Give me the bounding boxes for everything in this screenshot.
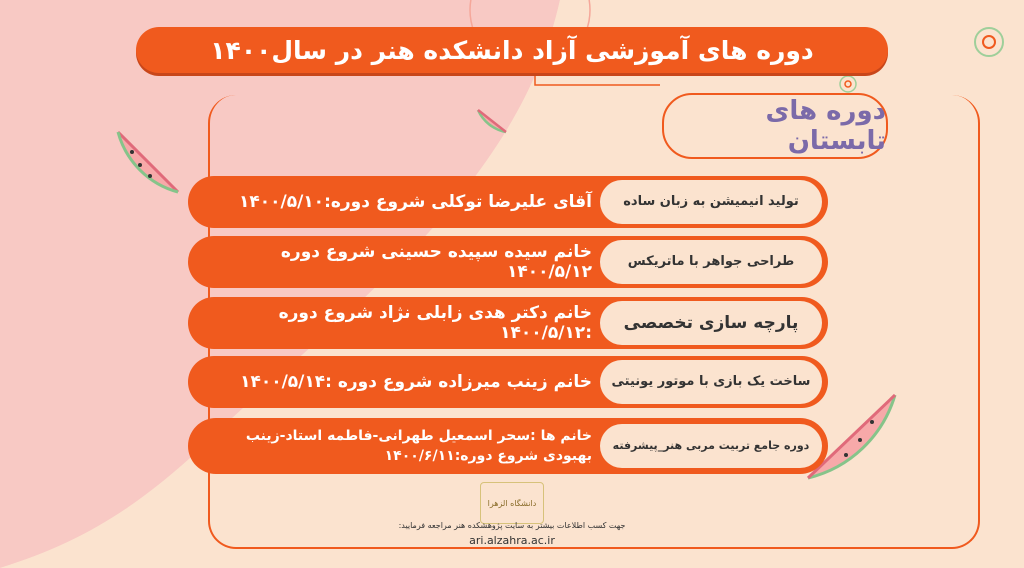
course-row xyxy=(188,356,828,408)
course-name: ساخت یک بازی با موتور یونیتی xyxy=(600,360,822,404)
footer-info: جهت کسب اطلاعات بیشتر به سایت پژوهشکده هنر مراجعه فرمایید: xyxy=(398,521,626,530)
course-name: دوره جامع تربیت مربی هنر_پیشرفته xyxy=(600,424,822,468)
course-detail: خانم زینب میرزاده شروع دوره :۱۴۰۰/۵/۱۴ xyxy=(240,372,592,392)
course-detail: خانم دکتر هدی زابلی نژاد شروع دوره :۱۴۰۰/۵/۱۲ xyxy=(278,303,592,343)
website-link[interactable]: ari.alzahra.ac.ir xyxy=(469,534,555,547)
course-name: پارچه سازی تخصصی xyxy=(600,301,822,345)
course-row xyxy=(188,176,828,228)
course-row xyxy=(188,297,828,349)
section-title: دوره های تابستان xyxy=(662,93,888,159)
logo-text: دانشگاه الزهرا xyxy=(487,498,537,508)
page-title: دوره های آموزشی آزاد دانشکده هنر در سال۱۴۰۰ xyxy=(136,27,888,73)
course-detail: خانم ها :سحر اسمعیل طهرانی-فاطمه استاد-زینب بهبودی شروع دوره:۱۴۰۰/۶/۱۱ xyxy=(245,428,592,464)
course-detail: خانم سیده سپیده حسینی شروع دوره ۱۴۰۰/۵/۱۲ xyxy=(280,242,592,282)
course-name: تولید انیمیشن به زبان ساده xyxy=(600,180,822,224)
course-detail: آقای علیرضا توکلی شروع دوره:۱۴۰۰/۵/۱۰ xyxy=(239,192,592,212)
course-row xyxy=(188,236,828,288)
university-logo xyxy=(480,482,544,524)
course-row xyxy=(188,418,828,474)
course-name: طراحی جواهر با ماتریکس xyxy=(600,240,822,284)
